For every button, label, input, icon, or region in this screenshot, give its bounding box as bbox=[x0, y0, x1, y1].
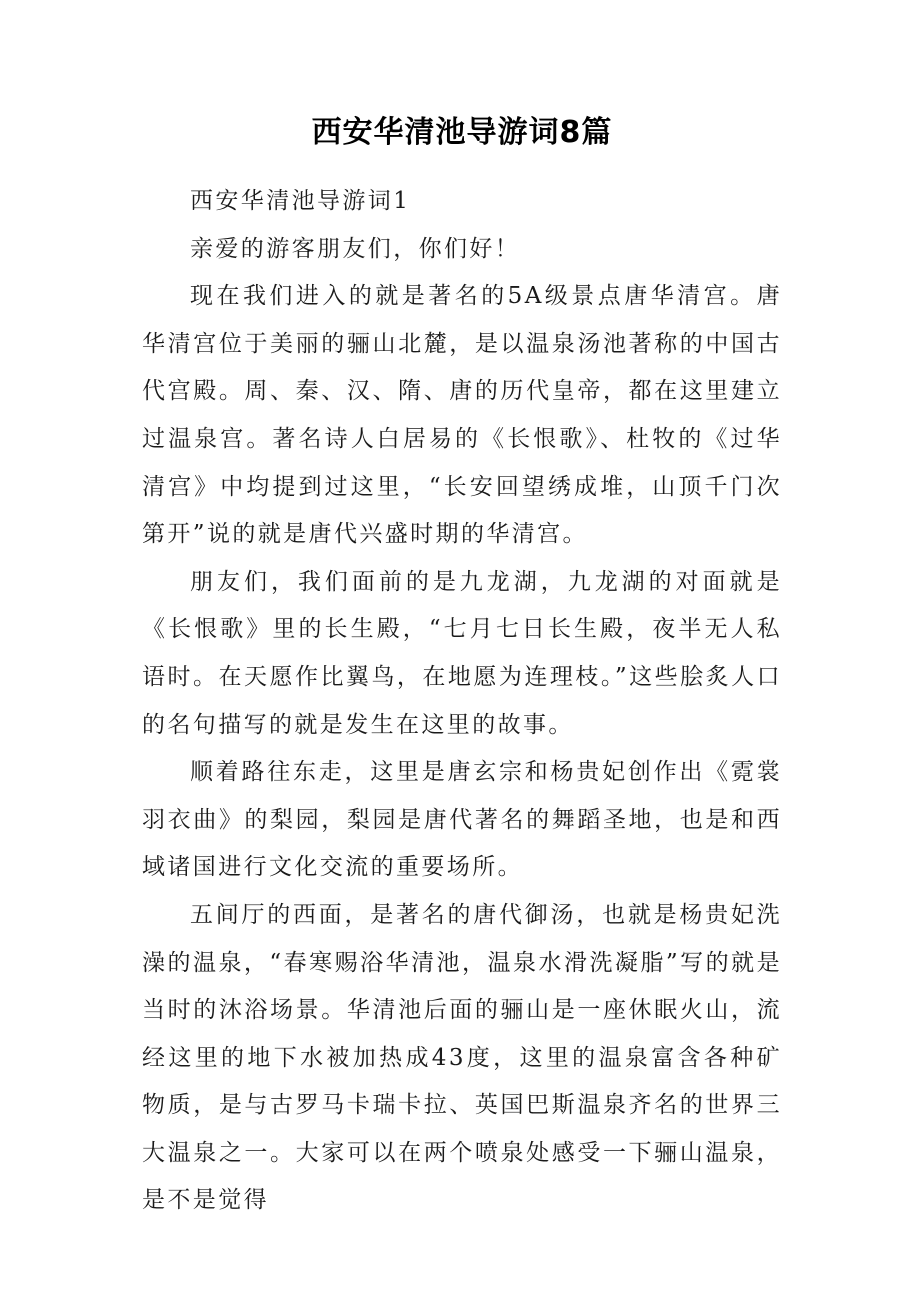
paragraph-greeting: 亲爱的游客朋友们，你们好！ bbox=[190, 235, 521, 262]
document-page bbox=[142, 110, 782, 1225]
document-title: 西安华清池导游词8篇 bbox=[311, 115, 613, 150]
paragraph-intro-huaqing-palace: 现在我们进入的就是著名的5A级景点唐华清宫。唐华清宫位于美丽的骊山北麓，是以温泉汤池著称的中国古代宫殿。周、秦、汉、隋、唐的历代皇帝，都在这里建立过温泉宫。著名诗人白居易的《长恨歌》、杜牧的《过华清宫》中均提到过这里，“长安回望绣成堆，山顶千门次第开”说的就是唐代兴盛时期的华清宫。 bbox=[142, 283, 782, 548]
paragraph-pear-garden: 顺着路往东走，这里是唐玄宗和杨贵妃创作出《霓裳羽衣曲》的梨园，梨园是唐代著名的舞蹈圣地，也是和西域诸国进行文化交流的重要场所。 bbox=[142, 759, 782, 881]
section-heading: 西安华清池导游词1 bbox=[190, 188, 411, 214]
paragraph-imperial-bath: 五间厅的西面，是著名的唐代御汤，也就是杨贵妃洗澡的温泉，“春寒赐浴华清池，温泉水滑洗凝脂”写的就是当时的沐浴场景。华清池后面的骊山是一座休眠火山，流经这里的地下水被加热成43度，这里的温泉富含各种矿物质，是与古罗马卡瑞卡拉、英国巴斯温泉齐名的世界三大温泉之一。大家可以在两个喷泉处感受一下骊山温泉，是不是觉得 bbox=[142, 901, 782, 1214]
paragraph-jiulong-lake: 朋友们，我们面前的是九龙湖，九龙湖的对面就是《长恨歌》里的长生殿，“七月七日长生殿，夜半无人私语时。在天愿作比翼鸟，在地愿为连理枝。”这些脍炙人口的名句描写的就是发生在这里的故事。 bbox=[142, 568, 782, 738]
